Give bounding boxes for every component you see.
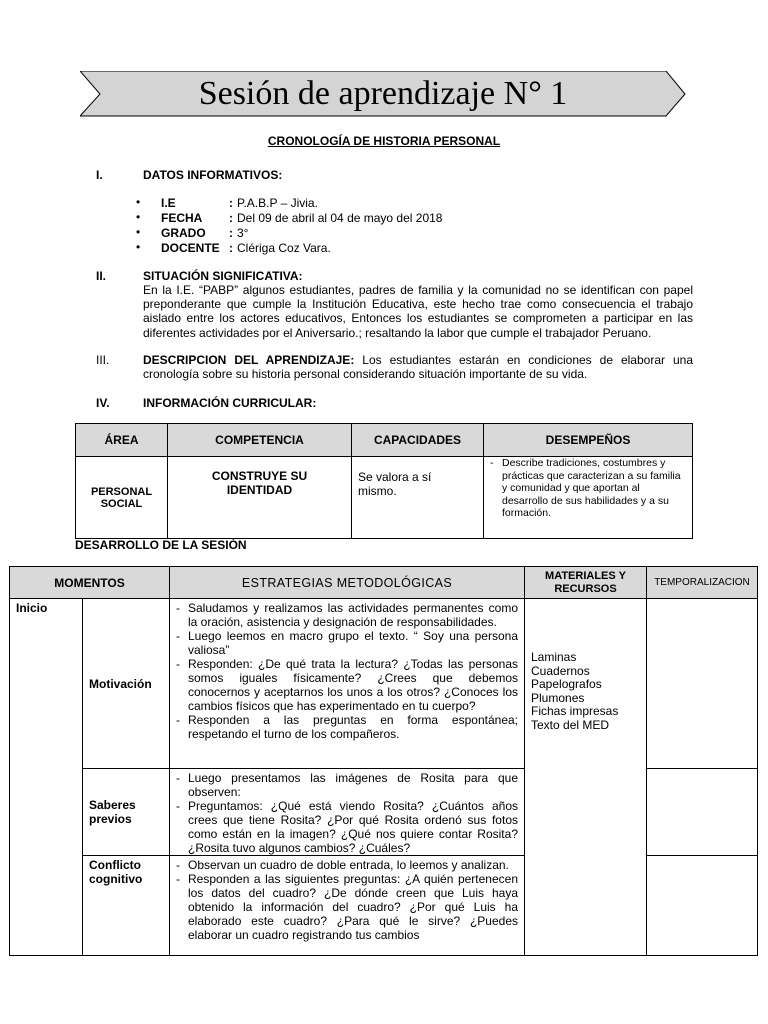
header-estrategias: ESTRATEGIAS METODOLÓGICAS: [170, 567, 525, 599]
situacion-paragraph: En la I.E. “PABP” algunos estudiantes, padres de familia y la comunidad no se identifican con papel preponderante que cumple la Institución Educativa, este hecho trae como consecuencia el trabajo aislado entre los actores educativos, Entonces los estudiantes se comprometen a participar en las diferentes actividades por el Aniversario.; resaltando la labor que cumple el trabajador Peruano.: [143, 283, 693, 340]
descripcion-paragraph: [143, 353, 693, 381]
material-item: Cuadernos: [531, 663, 590, 678]
section-4-number: IV.: [96, 396, 110, 410]
info-colon: :: [229, 196, 233, 210]
info-key: FECHA: [161, 211, 203, 225]
material-item: Laminas: [531, 650, 577, 664]
material-item: Papelografos: [531, 677, 602, 691]
section-3-title: DESCRIPCION DEL APRENDIZAJE:: [143, 353, 355, 367]
cell-estrategias-motivacion: [170, 599, 525, 769]
info-value: P.A.B.P – Jivia.: [237, 196, 318, 210]
cell-competencia: CONSTRUYE SU IDENTIDAD: [168, 457, 352, 539]
info-key: I.E: [161, 196, 176, 210]
section-2-number: II.: [96, 269, 107, 283]
curricular-table: [75, 423, 693, 539]
material-item: Texto del MED: [531, 717, 610, 732]
cell-estrategias-conflicto: [170, 856, 525, 956]
header-temporalizacion: TEMPORALIZACION: [647, 567, 758, 599]
material-item: Plumones: [531, 690, 585, 705]
header-desempenos: DESEMPEÑOS: [484, 424, 693, 457]
page-title: Sesión de aprendizaje N° 1: [198, 75, 568, 112]
table-header-row: [76, 424, 693, 457]
cell-materiales: [525, 599, 647, 956]
section-2-title: SITUACIÓN SIGNIFICATIVA:: [143, 269, 303, 283]
cell-moment-motivacion: Motivación: [83, 599, 170, 769]
strategy-item: - Saludamos y realizamos las actividades permanentes como la oración, asistencia y designación de responsabilidades.: [170, 601, 518, 629]
strategy-item: - Responden: ¿De qué trata la lectura? ¿Todas las personas somos iguales físicamente? ¿Crees que debemos conocernos y aceptarnos los unos a los otros? ¿Conoces los cambios físicos que has experimentado en tu cuerpo?: [170, 657, 518, 713]
info-value: Del 09 de abril al 04 de mayo del 2018: [237, 211, 443, 225]
section-3-number: III.: [96, 353, 110, 367]
desarrollo-title: DESARROLLO DE LA SESIÓN: [75, 538, 247, 552]
title-banner: [80, 71, 686, 117]
desempeno-item: - Describe tradiciones, costumbres y prácticas que caracterizan a su familia y comunidad y que aportan al desarrollo de sus habilidades y a su formación.: [484, 457, 688, 520]
bullet-icon: •: [136, 240, 141, 254]
session-table: [9, 566, 758, 956]
table-row: [76, 457, 693, 539]
cell-estrategias-saberes: [170, 769, 525, 856]
document-subtitle: CRONOLOGÍA DE HISTORIA PERSONAL: [267, 134, 501, 148]
strategy-item: - Luego presentamos las imágenes de Rosita para que observen:: [170, 771, 518, 799]
section-1-number: I.: [96, 168, 103, 182]
strategy-item: - Luego leemos en macro grupo el texto. “ Soy una persona valiosa”: [170, 629, 518, 657]
bullet-icon: •: [136, 210, 141, 224]
cell-tiempo-conflicto: [647, 856, 758, 956]
info-colon: :: [229, 226, 233, 240]
info-value: 3°: [237, 226, 249, 240]
cell-moment-conflicto: Conflicto cognitivo: [83, 856, 170, 956]
header-capacidades: CAPACIDADES: [352, 424, 484, 457]
material-item: Fichas impresas: [531, 704, 619, 718]
header-materiales: MATERIALES Y RECURSOS: [525, 567, 647, 599]
info-colon: :: [229, 211, 233, 225]
cell-tiempo-saberes: [647, 769, 758, 856]
strategy-item: - Responden a las siguientes preguntas: ¿A quién pertenecen los datos del cuadro? ¿De dónde creen que Luis haya obtenido la información del cuadro? ¿Por qué Luis ha elaborado este cuadro? ¿Para qué le sirve? ¿Puedes elaborar un cuadro registrando tus cambios: [170, 872, 518, 942]
strategy-item: - Preguntamos: ¿Qué está viendo Rosita? ¿Cuántos años crees que tiene Rosita? ¿Por qué Rosita ordenó sus fotos como están en la imagen? ¿Qué nos quiere contar Rosita? ¿Rosita tuvo algunos cambios? ¿Cuáles?: [170, 799, 518, 855]
table-row: [10, 599, 758, 769]
bullet-icon: •: [136, 225, 141, 239]
header-competencia: COMPETENCIA: [168, 424, 352, 457]
info-key: GRADO: [161, 226, 206, 240]
header-momentos: MOMENTOS: [10, 567, 170, 599]
cell-capacidades: Se valora a sí mismo.: [352, 457, 484, 539]
section-4-title: INFORMACIÓN CURRICULAR:: [143, 396, 317, 410]
bullet-icon: •: [136, 195, 141, 209]
section-1-title: DATOS INFORMATIVOS:: [143, 168, 283, 182]
cell-moment-saberes: Saberes previos: [83, 769, 170, 856]
cell-desempenos: [484, 457, 693, 539]
strategy-item: - Responden a las preguntas en forma espontánea; respetando el turno de los compañeros.: [170, 713, 518, 741]
info-key: DOCENTE: [161, 241, 220, 255]
info-value: Clériga Coz Vara.: [237, 241, 331, 255]
cell-inicio: Inicio: [10, 599, 83, 956]
cell-tiempo-motivacion: [647, 599, 758, 769]
strategy-item: - Observan un cuadro de doble entrada, lo leemos y analizan.: [170, 858, 518, 872]
info-colon: :: [229, 241, 233, 255]
descripcion-text: Los estudiantes estarán en condiciones de elaborar una cronología sobre su historia personal considerando situación importante de su vida.: [143, 353, 693, 382]
header-area: ÁREA: [76, 424, 168, 457]
cell-area: PERSONAL SOCIAL: [76, 457, 168, 539]
table-header-row: [10, 567, 758, 599]
